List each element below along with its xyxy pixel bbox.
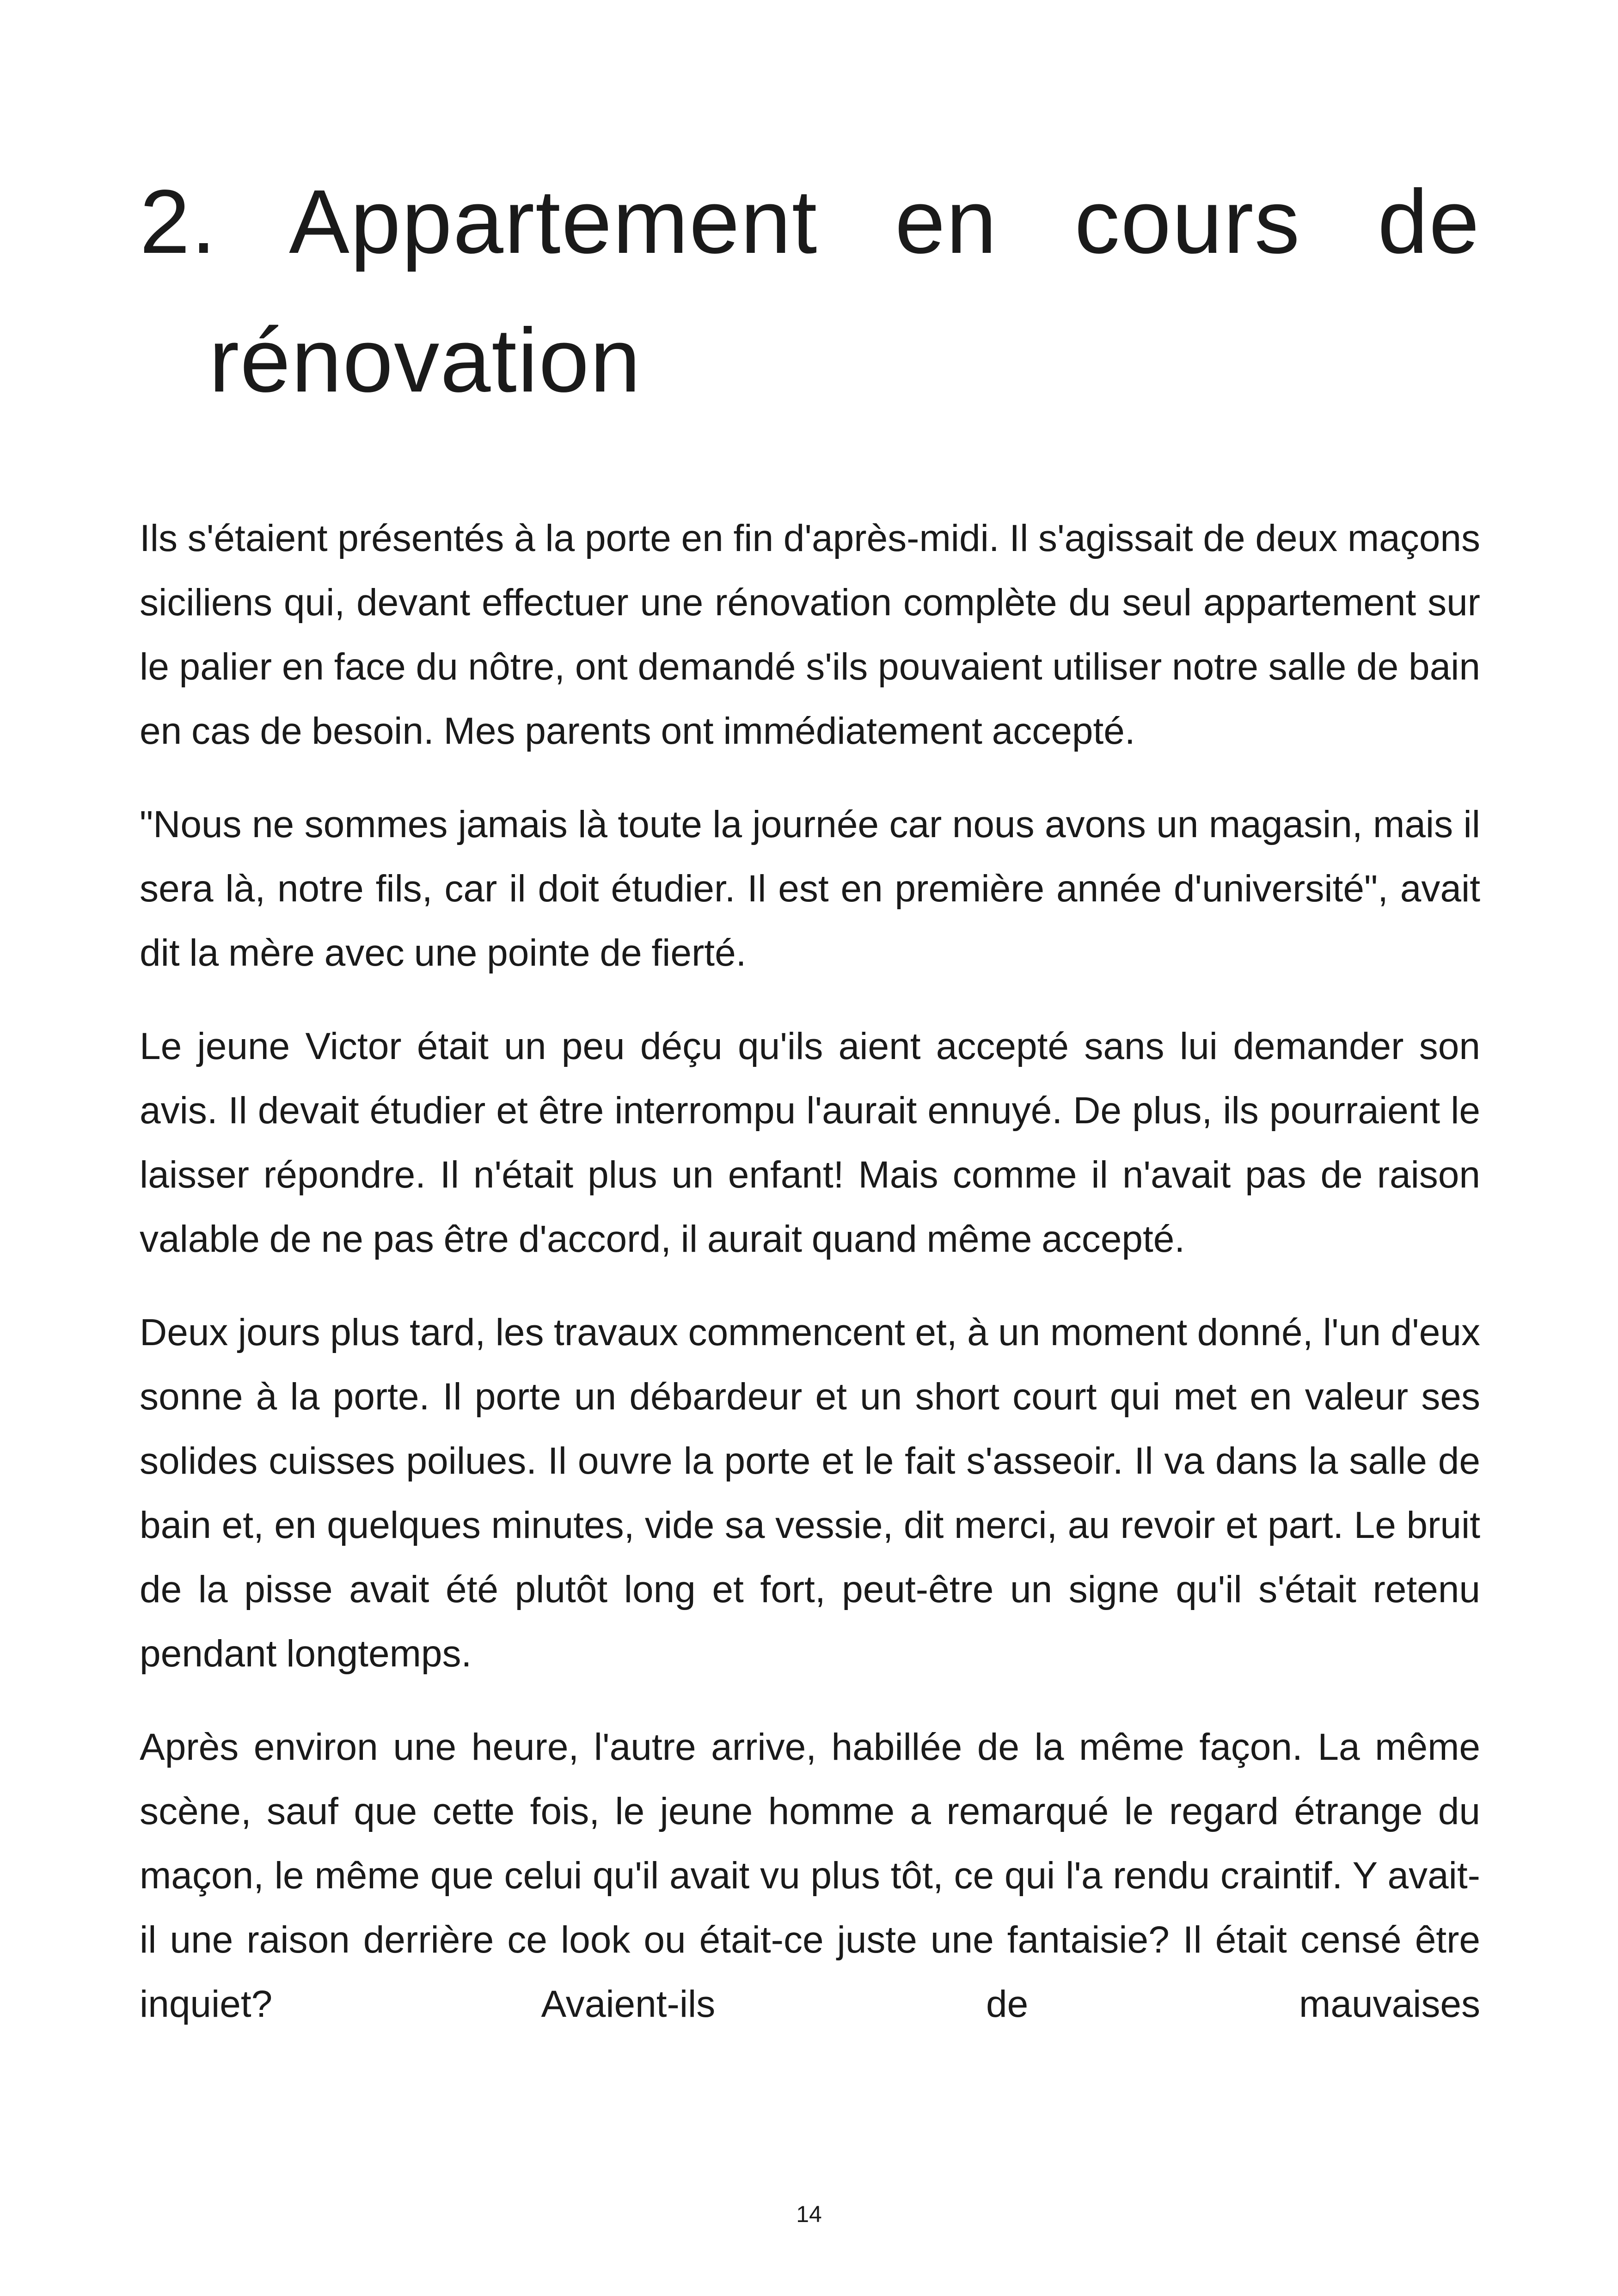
paragraph-2: "Nous ne sommes jamais là toute la journée car nous avons un magasin, mais il sera là, notre fils, car il doit étudier. Il est en première année d'université", avait dit la mère avec une pointe de fierté. (140, 803, 1480, 974)
paragraph-4: Deux jours plus tard, les travaux commencent et, à un moment donné, l'un d'eux sonne à la porte. Il porte un débardeur et un short court qui met en valeur ses solides cuisses poilues. Il ouvre la porte et le fait s'asseoir. Il va dans la salle de bain et, en quelques minutes, vide sa vessie, dit merci, au revoir et part. Le bruit de la pisse avait été plutôt long et fort, peut-être un signe qu'il s'était retenu pendant longtemps. (140, 1311, 1480, 1675)
paragraph-3: Le jeune Victor était un peu déçu qu'ils aient accepté sans lui demander son avis. Il devait étudier et être interrompu l'aurait ennuyé. De plus, ils pourraient le laisser répondre. Il n'était plus un enfant! Mais comme il n'avait pas de raison valable de ne pas être d'accord, il aurait quand même accepté. (140, 1025, 1480, 1260)
page-number: 14 (796, 2201, 822, 2227)
chapter-title: 2. Appartement en cours de rénovation (140, 171, 1480, 411)
document-page (140, 153, 1480, 2065)
paragraph-1: Ils s'étaient présentés à la porte en fin d'après-midi. Il s'agissait de deux maçons siciliens qui, devant effectuer une rénovation complète du seul appartement sur le palier en face du nôtre, ont demandé s'ils pouvaient utiliser notre salle de bain en cas de besoin. Mes parents ont immédiatement accepté. (140, 517, 1480, 752)
paragraph-5: Après environ une heure, l'autre arrive, habillée de la même façon. La même scène, sauf que cette fois, le jeune homme a remarqué le regard étrange du maçon, le même que celui qu'il avait vu plus tôt, ce qui l'a rendu craintif. Y avait-il une raison derrière ce look ou était-ce juste une fantaisie? Il était censé être inquiet? Avaient-ils de mauvaises (140, 1726, 1480, 2025)
chapter-body (140, 506, 1480, 2036)
